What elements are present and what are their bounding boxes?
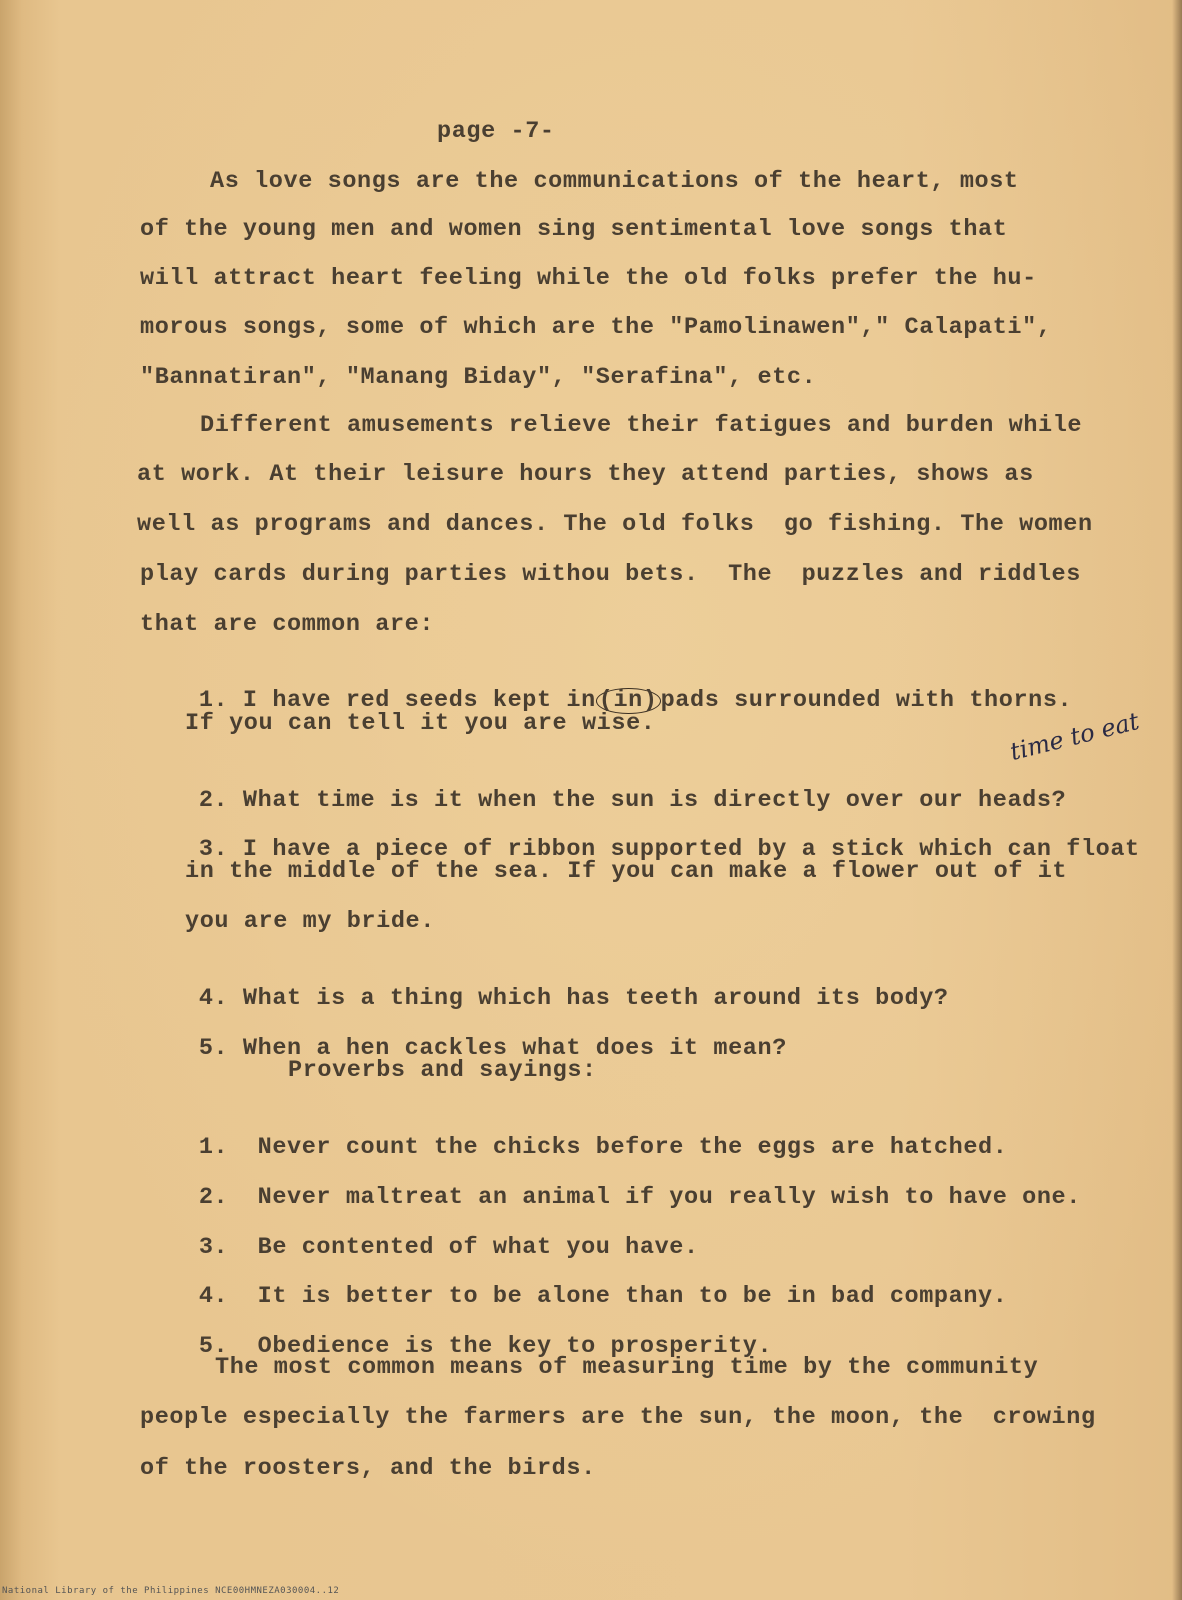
riddle-2-number: 2. [198,787,229,814]
paragraph-2-line-3: well as programs and dances. The old folks go fishing. The women [137,511,1093,538]
riddle-3-number: 3. [198,836,229,863]
paragraph-1-line-1: As love songs are the communications of the heart, most [210,168,1019,195]
riddle-3-line-3: you are my bride. [185,908,435,935]
proverb-4-number: 4. [198,1283,229,1310]
riddle-4-number: 4. [198,985,229,1012]
riddle-1-number: 1. [198,687,229,714]
handwritten-annotation: time to eat [1007,706,1142,766]
page-number: page -7- [437,118,555,145]
riddle-4-text: What is a thing which has teeth around its body? [242,985,949,1012]
riddle-1-line-2: If you can tell it you are wise. [185,710,656,737]
riddle-2-text: What time is it when the sun is directly over our heads? [242,787,1067,814]
riddle-1-text-a: I have red seeds kept in [242,687,596,714]
riddle-1-text-b: pads surrounded with thorns. [660,687,1073,714]
paragraph-2-line-1: Different amusements relieve their fatigues and burden while [200,412,1083,439]
paragraph-2-line-5: that are common are: [140,611,435,638]
proverb-1-number: 1. [198,1134,229,1161]
page-edge-shadow [1172,0,1182,1600]
paragraph-2-line-4: play cards during parties withou bets. The puzzles and riddles [140,561,1081,588]
proverb-1-text: Never count the chicks before the eggs are hatched. [257,1134,1008,1161]
paragraph-1-line-3: will attract heart feeling while the old folks prefer the hu- [140,265,1037,292]
paragraph-1-line-5: "Bannatiran", "Manang Biday", "Serafina", etc. [140,364,817,391]
proverb-5-number: 5. [198,1333,229,1360]
proverb-3-number: 3. [198,1234,229,1261]
proverb-5-text: Obedience is the key to prosperity. [257,1333,773,1360]
riddle-3-line-2: in the middle of the sea. If you can make a flower out of it [185,858,1068,885]
proverb-3-text: Be contented of what you have. [257,1234,699,1261]
riddle-3-text-1: I have a piece of ribbon supported by a stick which can float [242,836,1140,863]
circled-correction: (in) [596,688,661,714]
proverb-4-text: It is better to be alone than to be in bad company. [257,1283,1008,1310]
paragraph-3-line-1: The most common means of measuring time by the community [215,1354,1039,1381]
proverb-2-text: Never maltreat an animal if you really wish to have one. [257,1184,1081,1211]
paragraph-3-line-3: of the roosters, and the birds. [140,1455,596,1482]
paragraph-1-line-2: of the young men and women sing sentimental love songs that [140,216,1008,243]
archive-footer: National Library of the Philippines NCE00HMNEZA030004..12 [2,1586,340,1596]
paragraph-1-line-4: morous songs, some of which are the "Pamolinawen"," Calapati", [140,314,1052,341]
riddle-5-number: 5. [198,1035,229,1062]
riddle-5-text: When a hen cackles what does it mean? [242,1035,787,1062]
paragraph-3-line-2: people especially the farmers are the sun, the moon, the crowing [140,1404,1096,1431]
proverbs-heading: Proverbs and sayings: [288,1057,597,1084]
proverb-2-number: 2. [198,1184,229,1211]
paragraph-2-line-2: at work. At their leisure hours they attend parties, shows as [137,461,1034,488]
